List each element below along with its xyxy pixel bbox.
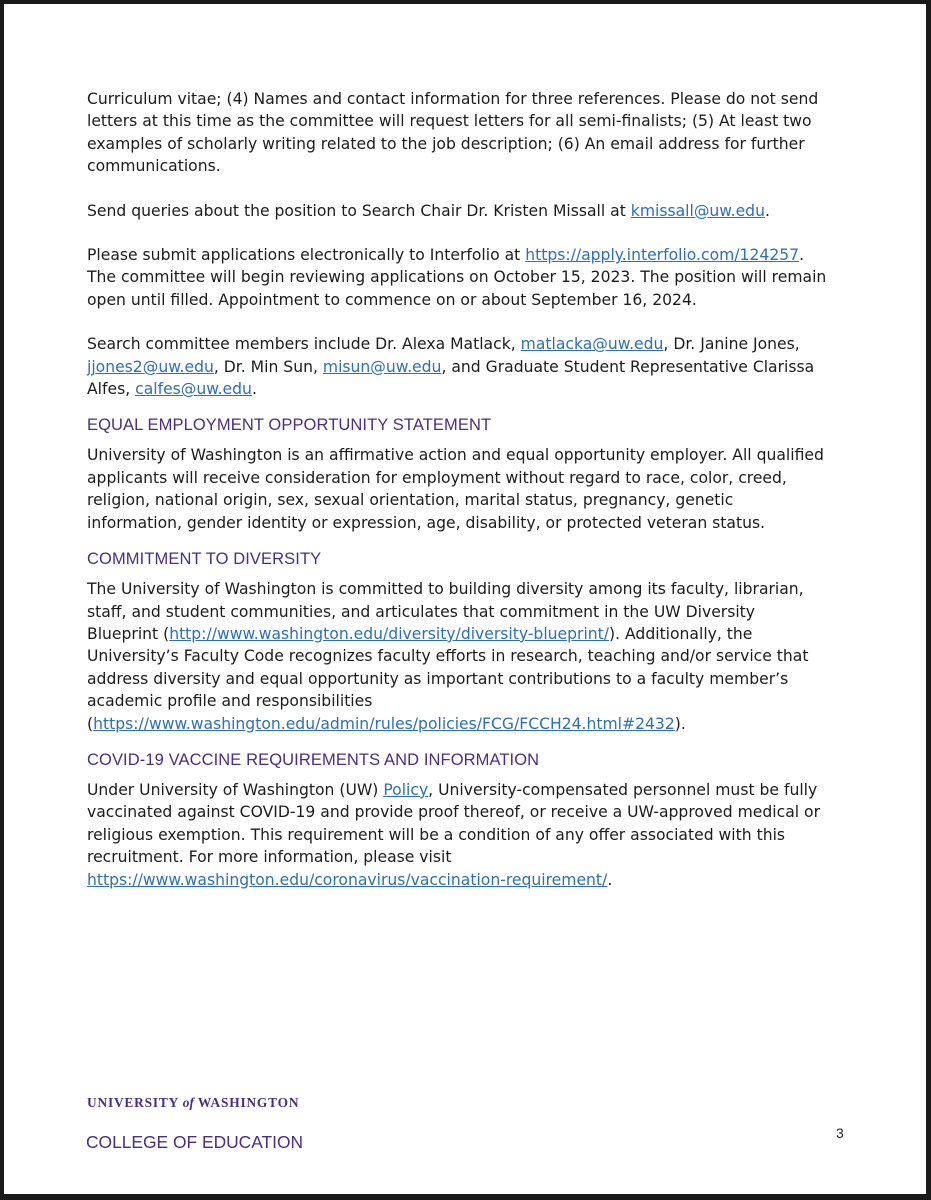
faculty-code-link[interactable]: https://www.washington.edu/admin/rules/policies/FCG/FCCH24.html#2432: [93, 714, 675, 733]
paragraph-text: Under University of Washington (UW): [87, 780, 384, 799]
college-name: COLLEGE OF EDUCATION: [86, 1132, 304, 1152]
paragraph-application-materials: [87, 88, 827, 178]
paragraph-submit: [87, 244, 827, 311]
paragraph-covid: [87, 779, 827, 891]
interfolio-link[interactable]: https://apply.interfolio.com/124257: [525, 246, 800, 265]
diversity-blueprint-link[interactable]: http://www.washington.edu/diversity/diversity-blueprint/: [169, 624, 610, 643]
heading-eeo: EQUAL EMPLOYMENT OPPORTUNITY STATEMENT: [87, 416, 492, 435]
paragraph-text: , Dr. Janine Jones,: [663, 335, 800, 354]
email-link-matlacka[interactable]: matlacka@uw.edu: [520, 335, 664, 354]
paragraph-text: University of Washington is an affirmative action and equal opportunity employer. All qualified applicants will receive consideration for employment without regard to race, color, creed, religion, national origin, sex, sexual orientation, marital status, pregnancy, genetic information, gender identity or expression, age, disability, or protected veteran status.: [87, 446, 824, 532]
paragraph-text: Search committee members include Dr. Alexa Matlack,: [87, 335, 521, 354]
paragraph-text: Curriculum vitae; (4) Names and contact information for three references. Please do not send letters at this time as the committee will request letters for all semi-finalists; (5) At least two examples of scholarly writing related to the job description; (6) An email address for further communications.: [87, 90, 819, 176]
paragraph-text: , and Graduate Student Representative Clarissa Alfes,: [87, 357, 815, 399]
paragraph-text: ). Additionally, the University’s Faculty Code recognizes faculty efforts in research, teaching and/or service that address diversity and equal opportunity as important contributions to a faculty member’s academic profile and responsibilities (: [87, 624, 809, 733]
paragraph-text: .: [764, 201, 770, 220]
paragraph-text: .: [607, 870, 613, 889]
paragraph-eeo: [87, 444, 827, 534]
wordmark-of: of: [182, 1095, 194, 1110]
paragraph-text: . The committee will begin reviewing applications on October 15, 2023. The position will remain open until filled. Appointment to commence on or about September 16, 2024.: [87, 246, 827, 309]
email-link-jjones2[interactable]: jjones2@uw.edu: [87, 357, 214, 376]
email-link-calfes[interactable]: calfes@uw.edu: [135, 380, 252, 399]
document-page: [4, 4, 926, 1194]
paragraph-text: .: [251, 380, 257, 399]
vaccination-requirement-link[interactable]: https://www.washington.edu/coronavirus/vaccination-requirement/: [87, 870, 608, 889]
email-link-misun[interactable]: misun@uw.edu: [322, 357, 442, 376]
paragraph-text: The University of Washington is committed to building diversity among its faculty, librarian, staff, and student communities, and articulates that commitment in the UW Diversity Blueprint (: [87, 580, 804, 643]
page-number: 3: [836, 1125, 844, 1141]
wordmark-university: UNIVERSITY: [87, 1095, 179, 1110]
paragraph-committee: [87, 333, 827, 400]
wordmark-washington: WASHINGTON: [197, 1095, 300, 1110]
paragraph-text: Send queries about the position to Search Chair Dr. Kristen Missall at: [87, 201, 631, 220]
paragraph-text: Please submit applications electronically to Interfolio at: [87, 246, 526, 265]
heading-diversity: COMMITMENT TO DIVERSITY: [87, 550, 322, 569]
policy-link[interactable]: Policy: [383, 780, 429, 799]
paragraph-text: ).: [674, 714, 686, 733]
email-link-kmissall[interactable]: kmissall@uw.edu: [630, 201, 765, 220]
uw-wordmark: [87, 1095, 299, 1111]
paragraph-text: , University-compensated personnel must be fully vaccinated against COVID-19 and provide proof thereof, or receive a UW-approved medical or religious exemption. This requirement will be a condition of any offer associated with this recruitment. For more information, please visit: [87, 780, 820, 867]
paragraph-diversity: [87, 578, 827, 735]
paragraph-text: , Dr. Min Sun,: [213, 357, 323, 376]
document-body: [87, 88, 827, 891]
paragraph-queries: [87, 200, 827, 222]
heading-covid: COVID-19 VACCINE REQUIREMENTS AND INFORMATION: [87, 750, 540, 769]
